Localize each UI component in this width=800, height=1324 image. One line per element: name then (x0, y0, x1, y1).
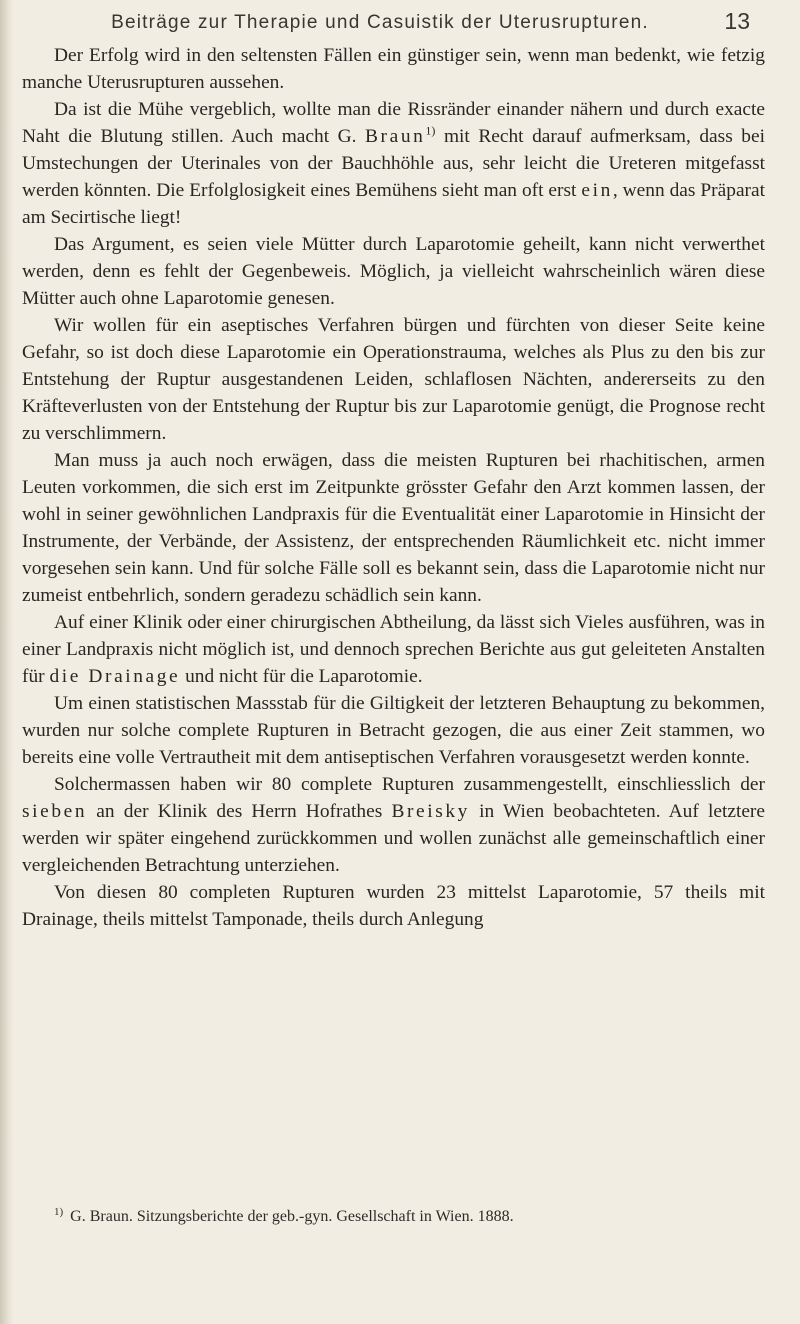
emphasized-name: Breisky (391, 801, 470, 822)
text-run: Das Argument, es seien viele Mütter durch Laparotomie geheilt, kann nicht verwerthet werden, denn es fehlt der Gegenbeweis. Möglich, ja vielleicht wahrscheinlich wären diese Mütter auch ohne Laparotomie genesen. (22, 234, 765, 309)
emphasized-name: ein (581, 180, 613, 201)
paragraph (22, 96, 765, 231)
text-run: Solchermassen haben wir 80 complete Rupturen zusammengestellt, einschliesslich der (54, 774, 765, 795)
page-number: 13 (724, 8, 750, 34)
paragraph (22, 771, 765, 879)
text-run: Von diesen 80 completen Rupturen wurden 23 mittelst Laparotomie, 57 theils mit Drainage, theils mittelst Tamponade, theils durch Anlegung (22, 882, 765, 930)
emphasized-name: Braun (365, 126, 426, 147)
text-run: und nicht für die Laparotomie. (180, 666, 423, 687)
footnote (54, 1207, 774, 1227)
running-head (0, 6, 800, 42)
body-text (22, 42, 765, 933)
paragraph (22, 690, 765, 771)
text-run: Der Erfolg wird in den seltensten Fällen ein günstiger sein, wenn man bedenkt, wie fetzig manche Uterusrupturen aussehen. (22, 45, 765, 93)
emphasized-name: die Drainage (49, 666, 181, 687)
text-run: Auf einer Klinik oder einer chirurgischen Abtheilung, da lässt sich Vieles ausführen, was in einer Landpraxis nicht möglich ist, und dennoch sprechen Berichte aus gut geleiteten Anstalten für (22, 612, 765, 687)
text-run: Man muss ja auch noch erwägen, dass die meisten Rupturen bei rhachitischen, armen Leuten vorkommen, die sich erst im Zeitpunkte grösster Gefahr den Arzt kommen lassen, der wohl in seiner gewöhnlichen Landpraxis für die Eventualität einer Laparotomie in Hinsicht der Instrumente, der Verbände, der Assistenz, der entsprechenden Räumlichkeit etc. nicht immer vorgesehen sein kann. Und für solche Fälle soll es bekannt sein, dass die Laparotomie nicht nur zumeist entbehrlich, sondern geradezu schädlich sein kann. (22, 450, 765, 606)
text-run: an der Klinik des Herrn Hofrathes (87, 801, 392, 822)
text-run: Um einen statistischen Massstab für die Giltigkeit der letzteren Behauptung zu bekommen, wurden nur solche complete Rupturen in Betracht gezogen, die aus einer Zeit stammen, wo bereits eine volle Vertrautheit mit dem antiseptischen Verfahren vorausgesetzt werden konnte. (22, 693, 765, 768)
text-run: Da ist die Mühe vergeblich, wollte man die Rissränder einander nähern und durch exacte Naht die Blutung stillen. Auch macht G. (22, 99, 765, 147)
text-run: , wenn das Präparat am Secirtische liegt! (22, 180, 765, 228)
paragraph (22, 42, 765, 96)
running-title: Beiträge zur Therapie und Casuistik der Uterusrupturen. (111, 12, 649, 33)
text-run: in Wien beobachteten. Auf letztere werden wir später eingehend zurückkommen und wollen zunächst alle gemeinschaftlich einer vergleichenden Betrachtung unterziehen. (22, 801, 765, 876)
text-run: mit Recht darauf aufmerksam, dass bei Umstechungen der Uterinales von der Bauchhöhle aus, sehr leicht die Ureteren mitgefasst werden könnten. Die Erfolglosigkeit eines Bemühens sieht man oft erst (22, 126, 765, 201)
footnote-mark: 1) (54, 1205, 64, 1218)
paragraph (22, 879, 765, 933)
paragraph (22, 609, 765, 690)
text-run: Wir wollen für ein aseptisches Verfahren bürgen und fürchten von dieser Seite keine Gefahr, so ist doch diese Laparotomie ein Operationstrauma, welches als Plus zu den bis zur Entstehung der Ruptur ausgestandenen Leiden, schlaflosen Nächten, andererseits zu den Kräfteverlusten von der Entstehung der Ruptur bis zur Laparotomie genügt, die Prognose recht zu verschlimmern. (22, 315, 765, 444)
paragraph (22, 447, 765, 609)
paragraph (22, 231, 765, 312)
footnote-reference: 1) (425, 123, 436, 138)
footnote-text: G. Braun. Sitzungsberichte der geb.-gyn. Gesellschaft in Wien. 1888. (70, 1208, 514, 1225)
page-edge-shadow (0, 0, 14, 1324)
paragraph (22, 312, 765, 447)
emphasized-name: sieben (22, 801, 88, 822)
